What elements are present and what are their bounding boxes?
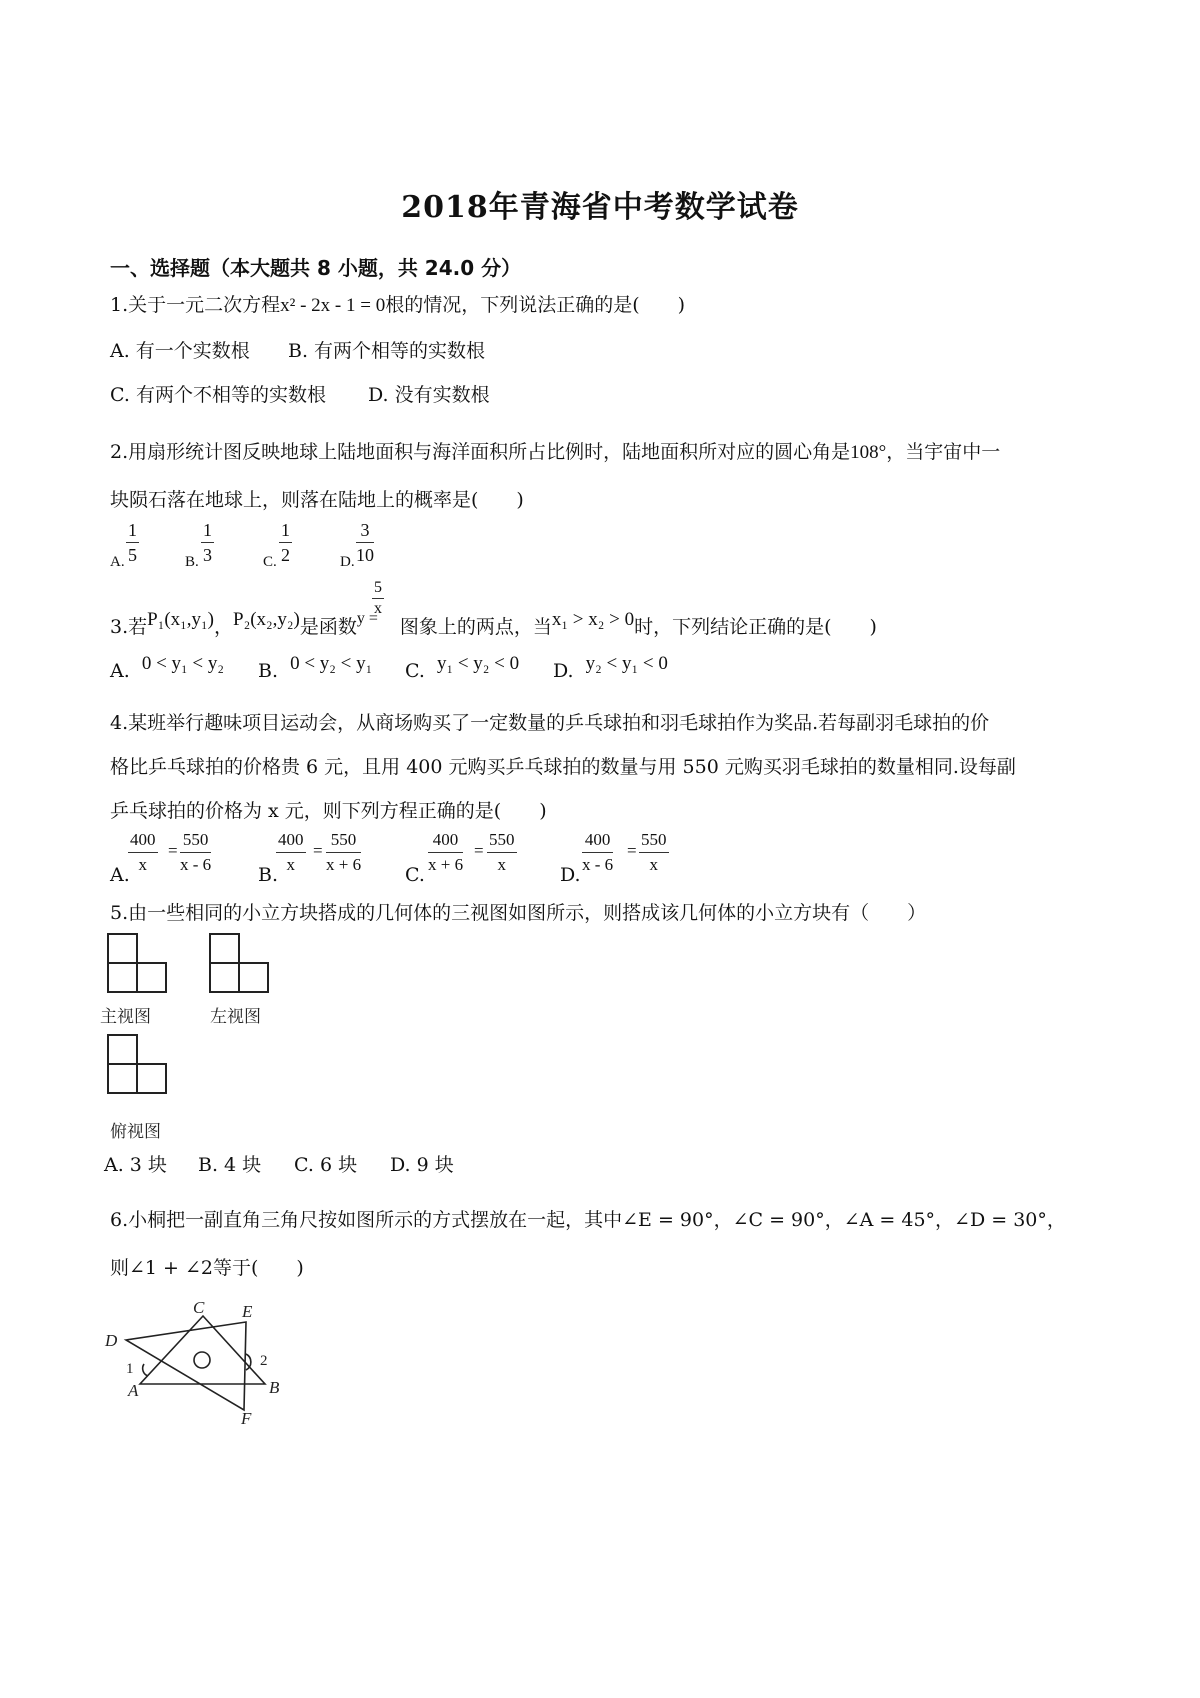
numerator: 550 <box>639 828 669 853</box>
small-circle <box>194 1352 210 1368</box>
angle-1-arc <box>143 1364 148 1376</box>
q1-option-b: B. 有两个相等的实数根 <box>288 340 486 362</box>
top-view-cell <box>108 1035 137 1064</box>
top-view-cell <box>137 1064 166 1093</box>
q1-option-c: C. 有两个不相等的实数根 <box>110 384 326 406</box>
q4-a-left-fraction <box>128 828 158 877</box>
three-views-figure <box>100 930 300 1140</box>
label-c: C <box>193 1298 205 1317</box>
page-title: 2018年青海省中考数学试卷 <box>401 190 799 225</box>
triangles-figure <box>100 1292 300 1432</box>
q4-c-left-fraction <box>428 828 463 877</box>
q2-option-c-fraction <box>279 518 292 567</box>
question-4-line-2: 格比乒乓球拍的价格贵 6 元，且用 400 元购买乒乓球拍的数量与用 550 元购买羽毛球拍的数量相同.设每副 <box>110 756 1016 778</box>
numerator: 400 <box>128 828 158 853</box>
question-3 <box>110 609 877 639</box>
label-d: D <box>105 1331 118 1350</box>
denominator: x - 6 <box>180 855 212 874</box>
q4-option-a-label: A. <box>110 864 130 886</box>
left-view-cell <box>239 963 268 992</box>
q4-b-right-fraction <box>326 828 361 877</box>
question-4-line-3: 乒乓球拍的价格为 x 元，则下列方程正确的是( ) <box>110 800 547 822</box>
option-expr: 0 < y₁ < y₂ <box>141 653 224 674</box>
q3-function-lhs: y = <box>356 610 378 627</box>
q4-a-right-fraction <box>180 828 211 877</box>
q3-option-a <box>110 653 224 683</box>
label-2: 2 <box>260 1353 268 1369</box>
option-expr: 0 < y₂ < y₁ <box>290 653 373 674</box>
numerator: 400 <box>276 828 306 853</box>
numerator: 3 <box>356 518 374 543</box>
q2-option-c-label: C. <box>263 554 277 570</box>
q2-option-a-fraction <box>126 518 139 567</box>
denominator: x <box>286 855 295 874</box>
numerator: 5 <box>372 578 384 599</box>
left-view-cell <box>210 963 239 992</box>
q3-condition: x₁ > x₂ > 0 <box>551 609 635 630</box>
q2-option-a-label: A. <box>110 554 125 570</box>
label-f: F <box>241 1409 252 1428</box>
q1-prefix: 1.关于一元二次方程 <box>110 294 281 316</box>
q5-option-d: D. 9 块 <box>390 1154 454 1176</box>
q1-option-a: A. 有一个实数根 <box>110 340 250 362</box>
denominator: x <box>649 855 658 874</box>
question-6-line-1: 6.小桐把一副直角三角尺按如图所示的方式摆放在一起，其中∠E = 90°，∠C = 90°，∠A = 45°，∠D = 30°， <box>110 1209 1066 1231</box>
question-1 <box>110 290 685 317</box>
equals-sign: = <box>313 841 323 860</box>
q2-option-d-label: D. <box>340 554 355 570</box>
question-4-line-1: 4.某班举行趣味项目运动会，从商场购买了一定数量的乒乓球拍和羽毛球拍作为奖品.若每副羽毛球拍的价 <box>110 712 990 734</box>
q3-comma: ， <box>213 616 233 638</box>
q4-b-left-fraction <box>276 828 306 877</box>
option-expr: y₂ < y₁ < 0 <box>585 653 668 674</box>
numerator: 1 <box>279 518 292 543</box>
q3-point-2: P₂(x₂,y₂) <box>233 609 300 630</box>
denominator: 3 <box>203 545 212 565</box>
option-label: D. <box>553 660 574 682</box>
q2-option-b-fraction <box>201 518 214 567</box>
label-e: E <box>242 1302 253 1321</box>
equals-sign: = <box>627 841 637 860</box>
numerator: 400 <box>428 828 463 853</box>
q1-equation: x² - 2x - 1 = 0 <box>280 295 386 316</box>
main-view-label: 主视图 <box>100 1007 151 1027</box>
denominator: x + 6 <box>428 855 464 874</box>
q3-prefix: 3.若 <box>110 616 148 638</box>
top-view-cell <box>108 1064 137 1093</box>
q3-mid-2: 图象上的两点，当 <box>399 616 552 638</box>
main-view-cell <box>108 934 137 963</box>
label-1: 1 <box>126 1361 134 1377</box>
q2-option-b-label: B. <box>185 554 199 570</box>
q5-option-b: B. 4 块 <box>198 1154 262 1176</box>
denominator: x + 6 <box>326 855 362 874</box>
numerator: 550 <box>326 828 361 853</box>
denominator: 2 <box>281 545 290 565</box>
q2-line1-a: 2.用扇形统计图反映地球上陆地面积与海洋面积所占比例时，陆地面积所对应的圆心角是 <box>110 441 851 463</box>
q3-function-fraction <box>372 578 384 619</box>
denominator: 5 <box>128 545 137 565</box>
q4-option-c-label: C. <box>405 864 425 886</box>
denominator: x <box>374 600 382 617</box>
q2-line1-b: ，当宇宙中一 <box>886 441 1001 463</box>
option-expr: y₁ < y₂ < 0 <box>436 653 520 674</box>
question-5: 5.由一些相同的小立方块搭成的几何体的三视图如图所示，则搭成该几何体的小立方块有（ ） <box>110 902 927 924</box>
numerator: 1 <box>201 518 214 543</box>
q4-d-right-fraction <box>639 828 669 877</box>
numerator: 400 <box>582 828 613 853</box>
main-view-cell <box>108 963 137 992</box>
section-heading: 一、选择题（本大题共 8 小题，共 24.0 分） <box>110 256 522 280</box>
left-view-label: 左视图 <box>210 1007 261 1027</box>
option-label: B. <box>258 660 279 682</box>
question-2-line-2: 块陨石落在地球上，则落在陆地上的概率是( ) <box>110 489 524 511</box>
top-view-label: 俯视图 <box>110 1122 161 1142</box>
main-view-cell <box>137 963 166 992</box>
label-b: B <box>269 1378 280 1397</box>
denominator: 10 <box>356 545 374 565</box>
denominator: x <box>497 855 506 874</box>
q2-angle: 108° <box>850 442 887 463</box>
denominator: x <box>138 855 147 874</box>
numerator: 550 <box>487 828 517 853</box>
q4-d-left-fraction <box>582 828 613 877</box>
q4-option-d-label: D. <box>560 864 581 886</box>
q4-c-right-fraction <box>487 828 517 877</box>
numerator: 1 <box>126 518 139 543</box>
q3-option-d <box>553 653 668 683</box>
q1-suffix: 根的情况，下列说法正确的是( ) <box>385 294 686 316</box>
q1-option-d: D. 没有实数根 <box>368 384 490 406</box>
label-a: A <box>128 1381 139 1400</box>
q3-point-1: P₁(x₁,y₁) <box>147 609 214 630</box>
q3-suffix: 时，下列结论正确的是( ) <box>634 616 877 638</box>
equals-sign: = <box>474 841 484 860</box>
question-6-line-2: 则∠1 + ∠2等于( ) <box>110 1257 304 1279</box>
q4-option-b-label: B. <box>258 864 279 886</box>
numerator: 550 <box>180 828 211 853</box>
q3-option-b <box>258 653 373 683</box>
denominator: x - 6 <box>582 855 614 874</box>
q3-mid: 是函数 <box>299 616 357 638</box>
option-label: A. <box>110 660 130 682</box>
q3-option-c <box>405 653 520 683</box>
q2-option-d-fraction <box>356 518 374 567</box>
equals-sign: = <box>168 841 178 860</box>
option-label: C. <box>405 660 425 682</box>
question-2-line-1 <box>110 437 1000 464</box>
left-view-cell <box>210 934 239 963</box>
q5-option-a: A. 3 块 <box>104 1154 167 1176</box>
q5-option-c: C. 6 块 <box>294 1154 358 1176</box>
